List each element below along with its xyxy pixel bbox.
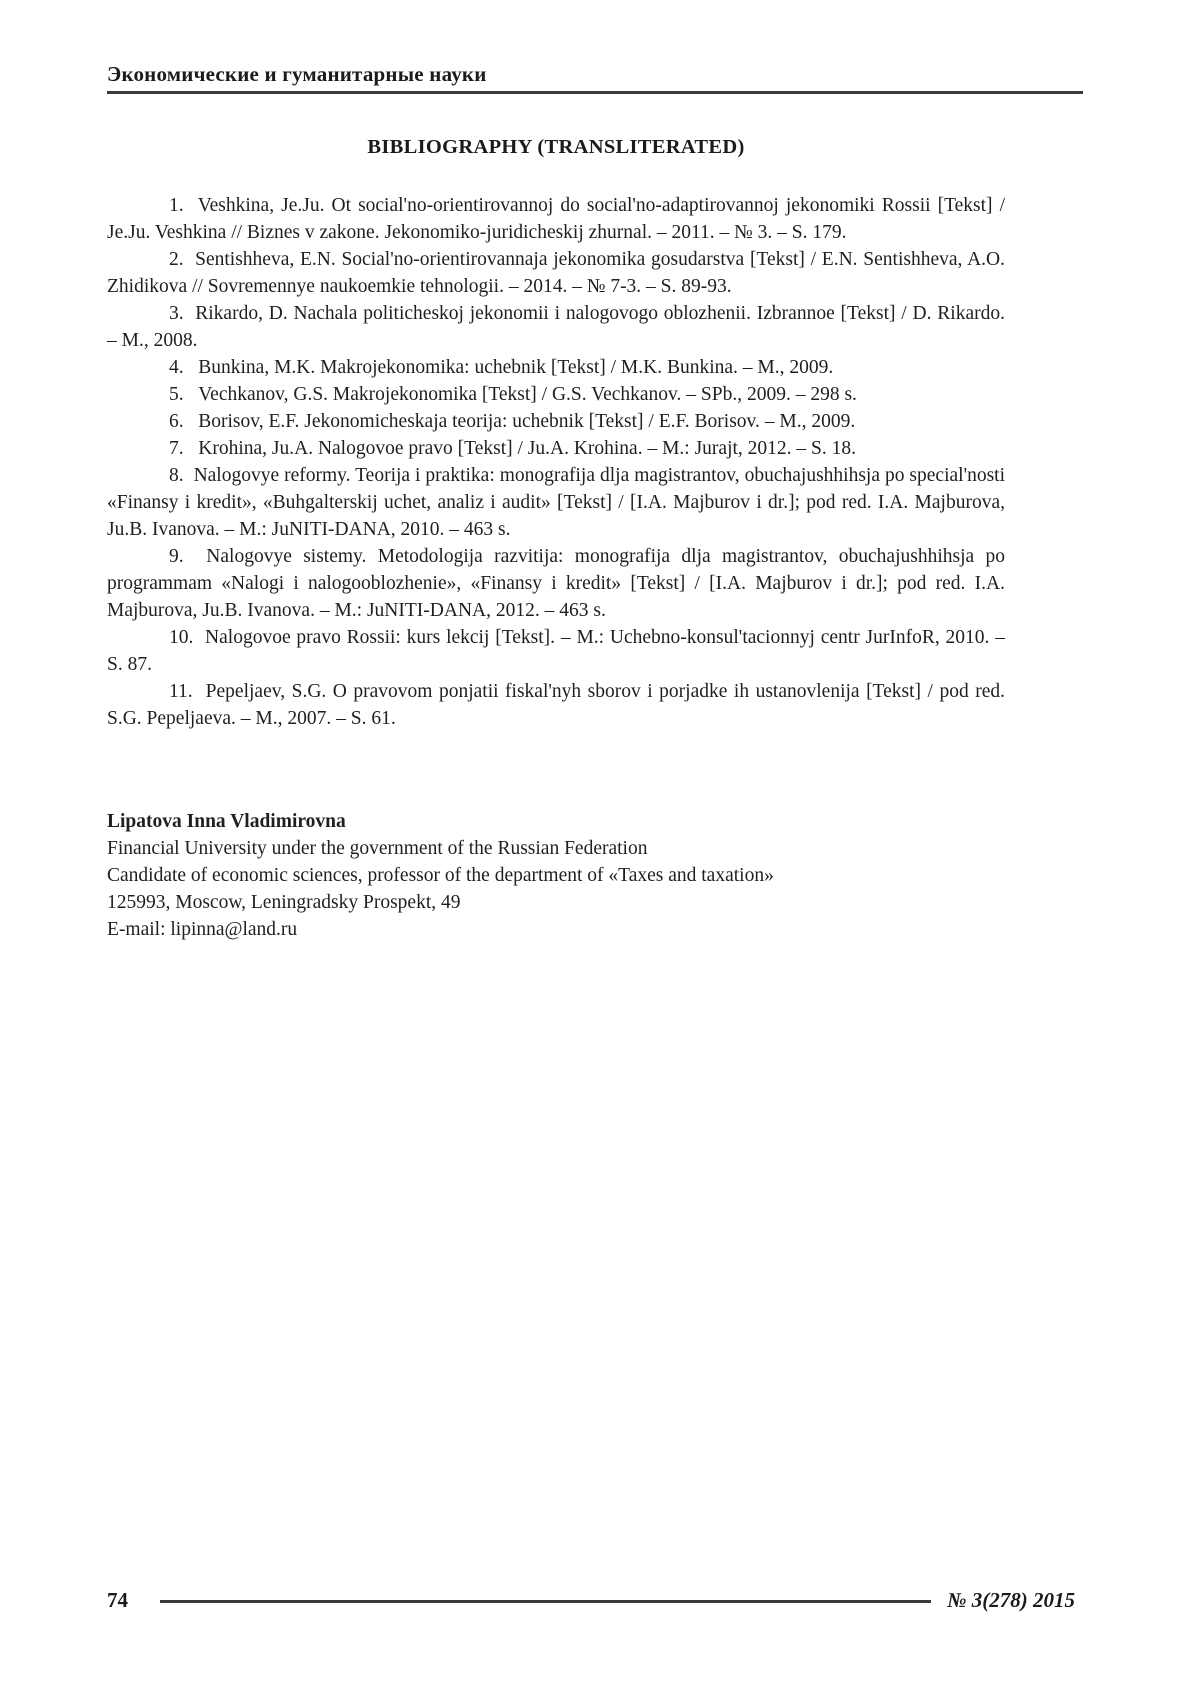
- page-footer: [107, 1588, 1075, 1613]
- bibliography-entry: 9. Nalogovye sistemy. Metodologija razvitija: monografija dlja magistrantov, obuchajushhihsja po programmam «Nalogi i nalogooblozhenie», «Finansy i kredit» [Tekst] / [I.A. Majburov i dr.]; pod red. I.A. Majburova, Ju.B. Ivanova. – M.: JuNITI-DANA, 2012. – 463 s.: [107, 546, 1005, 621]
- bibliography-entry: 1. Veshkina, Je.Ju. Ot social'no-orientirovannoj do social'no-adaptirovannoj jekonomiki Rossii [Tekst] / Je.Ju. Veshkina // Biznes v zakone. Jekonomiko-juridicheskij zhurnal. – 2011. – № 3. – S. 179.: [107, 195, 1005, 243]
- bibliography-entry: 2. Sentishheva, E.N. Social'no-orientirovannaja jekonomika gosudarstva [Tekst] / E.N. Sentishheva, A.O. Zhidikova // Sovremennye naukoemkie tehnologii. – 2014. – № 7-3. – S. 89-93.: [107, 249, 1005, 297]
- page-title: BIBLIOGRAPHY (TRANSLITERATED): [367, 136, 745, 158]
- author-info-block: [107, 808, 1005, 943]
- issue-number: № 3(278) 2015: [947, 1588, 1075, 1612]
- bibliography-entry: 5. Vechkanov, G.S. Makrojekonomika [Tekst] / G.S. Vechkanov. – SPb., 2009. – 298 s.: [169, 384, 857, 405]
- journal-title: Экономические и гуманитарные науки: [107, 62, 487, 86]
- author-name: Lipatova Inna Vladimirovna: [107, 811, 346, 832]
- page-number: 74: [107, 1588, 128, 1612]
- footer-rule: [160, 1600, 931, 1603]
- running-header: [107, 62, 1083, 94]
- author-address: 125993, Moscow, Leningradsky Prospekt, 49: [107, 892, 461, 913]
- bibliography-entry: 6. Borisov, E.F. Jekonomicheskaja teorija: uchebnik [Tekst] / E.F. Borisov. – M., 2009.: [169, 411, 856, 432]
- bibliography-entry: 4. Bunkina, M.K. Makrojekonomika: uchebnik [Tekst] / M.K. Bunkina. – M., 2009.: [169, 357, 834, 378]
- bibliography-list: [107, 192, 1005, 732]
- bibliography-entry: 11. Pepeljaev, S.G. O pravovom ponjatii fiskal'nyh sborov i porjadke ih ustanovlenija [Tekst] / pod red. S.G. Pepeljaeva. – M., 2007. – S. 61.: [107, 681, 1005, 729]
- author-affiliation: Financial University under the government of the Russian Federation: [107, 838, 648, 859]
- bibliography-entry: 7. Krohina, Ju.A. Nalogovoe pravo [Tekst] / Ju.A. Krohina. – M.: Jurajt, 2012. – S. 18.: [169, 438, 857, 459]
- author-email: E-mail: lipinna@land.ru: [107, 919, 298, 940]
- bibliography-entry: 3. Rikardo, D. Nachala politicheskoj jekonomii i nalogovogo oblozhenii. Izbrannoe [Tekst] / D. Rikardo. – M., 2008.: [107, 303, 1005, 351]
- bibliography-entry: 10. Nalogovoe pravo Rossii: kurs lekcij [Tekst]. – M.: Uchebno-konsul'tacionnyj centr JurInfoR, 2010. – S. 87.: [107, 627, 1005, 675]
- bibliography-entry: 8. Nalogovye reformy. Teorija i praktika: monografija dlja magistrantov, obuchajushhihsja po special'nosti «Finansy i kredit», «Buhgalterskij uchet, analiz i audit» [Tekst] / [I.A. Majburov i dr.]; pod red. I.A. Majburova, Ju.B. Ivanova. – M.: JuNITI-DANA, 2010. – 463 s.: [107, 465, 1005, 540]
- author-position: Candidate of economic sciences, professor of the department of «Taxes and taxation»: [107, 865, 774, 886]
